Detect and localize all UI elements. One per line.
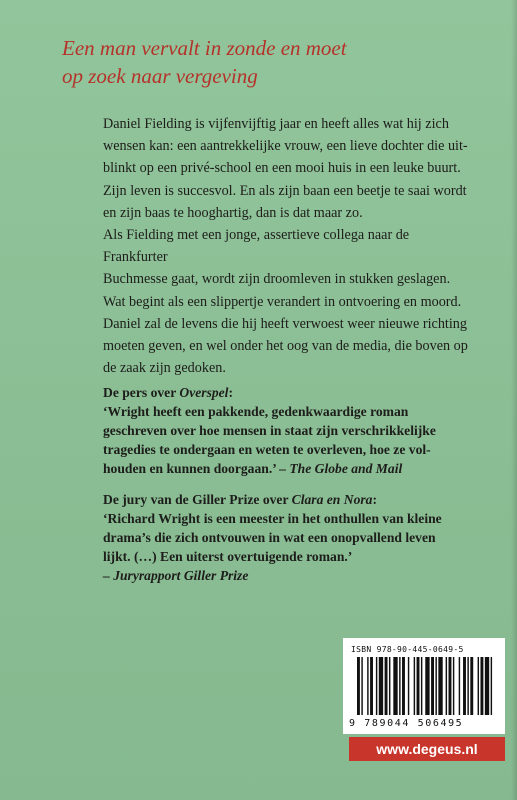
- review-quote-line: tragedies te ondergaan en weten te overleven, hoe ze vol-: [103, 442, 431, 457]
- synopsis-line: Wat begint als een slippertje verandert in ontvoering en moord.: [103, 293, 462, 310]
- review-intro-text: De pers over: [103, 385, 180, 400]
- barcode-label: [343, 638, 505, 734]
- tagline-line: op zoek naar vergeving: [62, 64, 258, 88]
- synopsis-line: de zaak zijn gedoken.: [103, 360, 226, 377]
- review-intro: [103, 383, 475, 402]
- review-source: The Globe and Mail: [289, 461, 403, 476]
- press-reviews: [103, 383, 475, 597]
- synopsis-line: wensen kan: een aantrekkelijke vrouw, een lieve dochter die uit-: [103, 138, 468, 155]
- synopsis-line: en zijn baas te hooghartig, dan is dat maar zo.: [103, 204, 363, 221]
- review-quote-last-line: [103, 459, 475, 478]
- synopsis-line: Daniel Fielding is vijfenvijftig jaar en heeft alles wat hij zich: [103, 116, 449, 132]
- review-book-title: Overspel: [179, 385, 229, 400]
- review-quote-line-end: houden en kunnen doorgaan.’ –: [103, 461, 290, 476]
- review-book-title: Clara en Nora: [291, 492, 373, 507]
- synopsis-line: moeten geven, en wel onder het oog van de media, die boven op: [103, 338, 468, 355]
- review-clara-en-nora: [103, 490, 475, 585]
- review-source: – Juryrapport Giller Prize: [103, 568, 249, 583]
- review-quote-line: drama’s die zich ontvouwen in wat een onopvallend leven: [103, 530, 436, 545]
- review-intro-end: :: [372, 492, 377, 507]
- review-quote-line: lijkt. (…) Een uiterst overtuigende roman.’: [103, 549, 353, 564]
- synopsis: [103, 113, 475, 379]
- synopsis-line: Als Fielding met een jonge, assertieve collega naar de Frankfurter: [103, 227, 410, 266]
- publisher-website: www.degeus.nl: [349, 737, 505, 761]
- review-intro-end: :: [228, 385, 233, 400]
- tagline-line: Een man vervalt in zonde en moet: [62, 36, 347, 60]
- synopsis-line: Zijn leven is succesvol. En als zijn baan een beetje te saai wordt: [103, 182, 467, 199]
- review-quote-line: ‘Richard Wright is een meester in het onthullen van kleine: [103, 511, 442, 526]
- ean-number: 9 789044 506495: [349, 718, 464, 729]
- review-quote-line: ‘Wright heeft een pakkende, gedenkwaardige roman: [103, 404, 409, 419]
- barcode-icon: [357, 657, 495, 715]
- review-overspel: [103, 383, 475, 478]
- cover-edge-shadow: [511, 0, 517, 800]
- isbn-number: ISBN 978-90-445-0649-5: [351, 645, 464, 654]
- review-intro: [103, 490, 475, 509]
- review-intro-text: De jury van de Giller Prize over: [103, 492, 292, 507]
- synopsis-line: Daniel zal de levens die hij heeft verwoest weer nieuwe richting: [103, 315, 467, 332]
- tagline: [62, 34, 482, 90]
- synopsis-line: blinkt op een privé-school en een mooi huis in een leuke buurt.: [103, 160, 461, 177]
- synopsis-line: Buchmesse gaat, wordt zijn droomleven in stukken geslagen.: [103, 271, 451, 288]
- review-quote-line: geschreven over hoe mensen in staat zijn verschrikkelijke: [103, 423, 436, 438]
